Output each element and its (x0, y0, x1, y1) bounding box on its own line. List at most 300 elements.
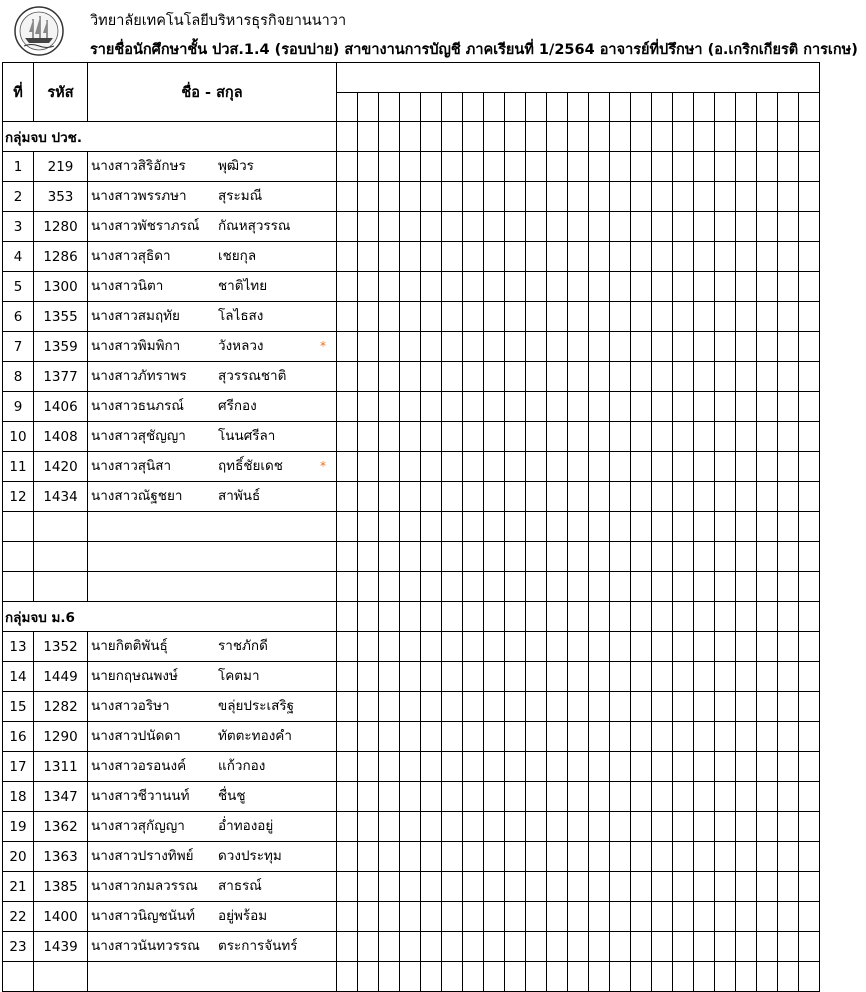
check-cell (736, 272, 757, 302)
check-cell (505, 722, 526, 752)
check-cell (442, 332, 463, 362)
group-label: กลุ่มจบ ปวช. (3, 122, 337, 152)
student-no: 19 (3, 812, 34, 842)
check-cell (757, 842, 778, 872)
student-name-cell (88, 812, 337, 842)
check-cell (673, 362, 694, 392)
check-cell (526, 962, 547, 992)
check-cell (421, 782, 442, 812)
check-cell (505, 272, 526, 302)
check-cell (694, 812, 715, 842)
student-no: 1 (3, 152, 34, 182)
check-cell (505, 662, 526, 692)
check-cell (715, 962, 736, 992)
check-cell (379, 182, 400, 212)
check-cell (778, 392, 799, 422)
check-cell (421, 572, 442, 602)
check-cell (673, 782, 694, 812)
student-id: 1286 (34, 242, 88, 272)
student-name-cell (88, 872, 337, 902)
check-cell (610, 392, 631, 422)
check-cell (484, 362, 505, 392)
check-cell (400, 482, 421, 512)
check-cell (337, 902, 358, 932)
student-first-name: นางสาวสุนิสา (91, 458, 172, 474)
check-cell (589, 302, 610, 332)
check-cell (715, 302, 736, 332)
check-cell (568, 122, 589, 152)
student-name (88, 212, 336, 241)
check-cell (673, 602, 694, 632)
check-cell (631, 542, 652, 572)
student-first-name: นางสาวณัฐชยา (91, 488, 183, 504)
student-no: 21 (3, 872, 34, 902)
check-cell (463, 422, 484, 452)
check-cell (337, 722, 358, 752)
check-cell (463, 632, 484, 662)
check-cell (631, 962, 652, 992)
check-cell (526, 212, 547, 242)
check-cell (757, 452, 778, 482)
check-cell (505, 902, 526, 932)
student-name (88, 752, 336, 781)
table-row (3, 812, 820, 842)
check-cell (652, 392, 673, 422)
check-cell (631, 902, 652, 932)
check-cell (421, 212, 442, 242)
check-cell (652, 152, 673, 182)
check-cell (358, 962, 379, 992)
check-cell (757, 692, 778, 722)
check-cell (736, 242, 757, 272)
check-cell (358, 722, 379, 752)
check-header-cell (463, 93, 484, 122)
check-cell (778, 302, 799, 332)
student-name-cell (88, 242, 337, 272)
student-no: 5 (3, 272, 34, 302)
student-first-name: นางสาวกมลวรรณ (91, 878, 198, 894)
check-cell (526, 632, 547, 662)
check-cell (589, 482, 610, 512)
check-cell (631, 812, 652, 842)
column-header-no: ที่ (3, 63, 34, 122)
check-cell (610, 422, 631, 452)
check-cell (526, 602, 547, 632)
check-cell (610, 722, 631, 752)
check-cell (463, 212, 484, 242)
check-cell (442, 182, 463, 212)
check-cell (337, 632, 358, 662)
student-first-name: นางสาวพิมพิกา (91, 338, 181, 354)
check-cell (631, 482, 652, 512)
student-last-name: ทัตตะทองคำ (218, 728, 292, 744)
check-cell (463, 182, 484, 212)
check-cell (400, 302, 421, 332)
check-cell (610, 152, 631, 182)
check-cell (358, 302, 379, 332)
check-cell (379, 422, 400, 452)
check-cell (547, 872, 568, 902)
check-cell (589, 722, 610, 752)
check-header-top (337, 63, 820, 93)
student-name-cell (88, 842, 337, 872)
check-cell (526, 812, 547, 842)
student-name (88, 902, 336, 931)
check-cell (421, 872, 442, 902)
student-first-name: นางสาวนันทวรรณ (91, 938, 200, 954)
check-cell (568, 722, 589, 752)
check-cell (694, 122, 715, 152)
check-cell (442, 692, 463, 722)
check-cell (715, 542, 736, 572)
student-last-name: สุวรรณชาติ (218, 368, 287, 384)
check-cell (799, 632, 820, 662)
check-cell (694, 302, 715, 332)
check-cell (673, 272, 694, 302)
check-cell (610, 542, 631, 572)
check-cell (526, 752, 547, 782)
check-cell (463, 662, 484, 692)
check-cell (568, 602, 589, 632)
check-cell (715, 812, 736, 842)
check-cell (694, 392, 715, 422)
student-name-cell (88, 182, 337, 212)
check-cell (652, 962, 673, 992)
check-cell (526, 932, 547, 962)
check-cell (442, 482, 463, 512)
check-cell (610, 572, 631, 602)
check-cell (379, 152, 400, 182)
check-cell (799, 242, 820, 272)
check-cell (505, 572, 526, 602)
check-cell (799, 722, 820, 752)
check-cell (736, 722, 757, 752)
student-first-name: นางสาวสุชัญญา (91, 428, 186, 444)
page-header (0, 0, 866, 62)
check-cell (358, 482, 379, 512)
check-cell (337, 782, 358, 812)
check-cell (484, 272, 505, 302)
check-cell (799, 152, 820, 182)
check-cell (421, 152, 442, 182)
check-cell (379, 752, 400, 782)
check-cell (379, 662, 400, 692)
student-no: 13 (3, 632, 34, 662)
check-cell (736, 332, 757, 362)
check-cell (673, 692, 694, 722)
student-id: 1282 (34, 692, 88, 722)
student-name (88, 422, 336, 451)
check-cell (400, 212, 421, 242)
student-id: 1363 (34, 842, 88, 872)
check-cell (358, 542, 379, 572)
check-cell (694, 782, 715, 812)
student-no: 12 (3, 482, 34, 512)
check-cell (736, 422, 757, 452)
check-cell (652, 272, 673, 302)
check-cell (736, 182, 757, 212)
check-cell (400, 722, 421, 752)
check-cell (505, 182, 526, 212)
group-row (3, 122, 820, 152)
check-cell (337, 692, 358, 722)
check-cell (757, 362, 778, 392)
check-header-cell (652, 93, 673, 122)
check-cell (400, 362, 421, 392)
check-cell (442, 152, 463, 182)
check-cell (337, 962, 358, 992)
check-cell (379, 932, 400, 962)
student-id: 219 (34, 152, 88, 182)
check-cell (421, 362, 442, 392)
check-cell (400, 272, 421, 302)
student-name (88, 812, 336, 841)
check-cell (568, 212, 589, 242)
table-row (3, 302, 820, 332)
check-cell (442, 512, 463, 542)
student-id: 1355 (34, 302, 88, 332)
check-cell (757, 752, 778, 782)
check-cell (484, 662, 505, 692)
check-cell (715, 872, 736, 902)
check-cell (484, 572, 505, 602)
check-cell (547, 362, 568, 392)
student-first-name: นางสาวธนภรณ์ (91, 398, 184, 414)
check-cell (421, 242, 442, 272)
student-last-name: ฤทธิ์ชัยเดช (218, 458, 283, 474)
check-cell (568, 632, 589, 662)
check-cell (484, 512, 505, 542)
check-cell (715, 692, 736, 722)
check-cell (547, 122, 568, 152)
check-cell (484, 632, 505, 662)
table-row (3, 452, 820, 482)
check-cell (547, 182, 568, 212)
check-cell (526, 722, 547, 752)
check-cell (589, 962, 610, 992)
check-cell (526, 392, 547, 422)
check-cell (652, 812, 673, 842)
check-cell (589, 332, 610, 362)
check-cell (694, 242, 715, 272)
check-cell (757, 662, 778, 692)
check-cell (799, 122, 820, 152)
check-cell (799, 182, 820, 212)
check-cell (547, 212, 568, 242)
check-cell (358, 242, 379, 272)
check-cell (799, 692, 820, 722)
check-cell (379, 872, 400, 902)
check-cell (337, 932, 358, 962)
check-cell (568, 182, 589, 212)
check-cell (547, 752, 568, 782)
check-cell (379, 692, 400, 722)
check-cell (715, 512, 736, 542)
check-cell (715, 662, 736, 692)
check-cell (778, 452, 799, 482)
check-cell (757, 392, 778, 422)
check-cell (736, 152, 757, 182)
check-cell (358, 692, 379, 722)
student-id: 1377 (34, 362, 88, 392)
check-cell (547, 242, 568, 272)
check-cell (442, 602, 463, 632)
check-cell (337, 122, 358, 152)
check-cell (547, 902, 568, 932)
student-first-name: นางสาวนิญชนันท์ (91, 908, 196, 924)
check-cell (505, 632, 526, 662)
check-cell (631, 512, 652, 542)
check-cell (505, 482, 526, 512)
check-cell (379, 272, 400, 302)
check-cell (673, 392, 694, 422)
student-roster-table (2, 62, 820, 992)
check-cell (337, 812, 358, 842)
check-cell (736, 692, 757, 722)
check-cell (694, 692, 715, 722)
check-cell (715, 422, 736, 452)
student-id: 1420 (34, 452, 88, 482)
check-cell (589, 572, 610, 602)
student-name (88, 152, 336, 181)
check-cell (799, 872, 820, 902)
check-cell (358, 932, 379, 962)
check-cell (610, 362, 631, 392)
table-row (3, 272, 820, 302)
check-cell (652, 692, 673, 722)
check-cell (736, 872, 757, 902)
check-cell (400, 662, 421, 692)
check-cell (736, 392, 757, 422)
check-cell (568, 422, 589, 452)
check-cell (463, 572, 484, 602)
check-cell (505, 362, 526, 392)
check-cell (568, 242, 589, 272)
check-cell (547, 962, 568, 992)
student-last-name: เชยกุล (218, 248, 257, 264)
check-cell (568, 482, 589, 512)
check-cell (652, 242, 673, 272)
blank-row (3, 962, 820, 992)
check-cell (757, 272, 778, 302)
check-cell (694, 152, 715, 182)
student-no: 4 (3, 242, 34, 272)
check-cell (736, 752, 757, 782)
check-cell (736, 302, 757, 332)
check-cell (757, 332, 778, 362)
check-cell (568, 932, 589, 962)
check-cell (463, 902, 484, 932)
check-cell (778, 842, 799, 872)
check-cell (652, 182, 673, 212)
student-last-name: สาพันธ์ (218, 488, 261, 504)
check-cell (589, 452, 610, 482)
check-cell (652, 602, 673, 632)
check-cell (757, 632, 778, 662)
check-cell (778, 602, 799, 632)
check-cell (799, 332, 820, 362)
check-cell (505, 962, 526, 992)
check-cell (631, 152, 652, 182)
blank-row (3, 572, 820, 602)
check-cell (568, 572, 589, 602)
check-cell (631, 272, 652, 302)
check-cell (799, 212, 820, 242)
check-cell (631, 722, 652, 752)
check-cell (442, 782, 463, 812)
check-cell (799, 542, 820, 572)
check-cell (547, 662, 568, 692)
blank-cell (88, 572, 337, 602)
check-header-cell (631, 93, 652, 122)
check-cell (631, 602, 652, 632)
table-row (3, 872, 820, 902)
check-cell (484, 332, 505, 362)
group-label: กลุ่มจบ ม.6 (3, 602, 337, 632)
student-no: 3 (3, 212, 34, 242)
check-cell (694, 752, 715, 782)
check-cell (631, 632, 652, 662)
check-cell (337, 332, 358, 362)
check-cell (673, 152, 694, 182)
check-cell (463, 272, 484, 302)
check-cell (652, 662, 673, 692)
blank-row (3, 512, 820, 542)
check-cell (778, 362, 799, 392)
check-cell (568, 392, 589, 422)
check-cell (757, 782, 778, 812)
check-cell (694, 482, 715, 512)
check-cell (379, 782, 400, 812)
check-cell (673, 662, 694, 692)
check-cell (799, 572, 820, 602)
check-cell (379, 512, 400, 542)
check-header-cell (757, 93, 778, 122)
check-cell (673, 812, 694, 842)
check-cell (484, 482, 505, 512)
check-cell (715, 452, 736, 482)
check-cell (463, 392, 484, 422)
check-cell (715, 242, 736, 272)
check-cell (442, 812, 463, 842)
student-last-name: ดวงประทุม (218, 848, 282, 864)
student-last-name: โนนศรีลา (218, 428, 276, 444)
student-no: 15 (3, 692, 34, 722)
check-cell (442, 932, 463, 962)
check-cell (631, 422, 652, 452)
check-cell (799, 302, 820, 332)
check-cell (778, 482, 799, 512)
check-cell (778, 752, 799, 782)
check-cell (505, 512, 526, 542)
check-cell (400, 122, 421, 152)
check-cell (631, 392, 652, 422)
check-cell (358, 512, 379, 542)
check-cell (694, 422, 715, 452)
student-id: 1385 (34, 872, 88, 902)
check-cell (505, 212, 526, 242)
check-cell (778, 332, 799, 362)
check-cell (652, 482, 673, 512)
table-row (3, 932, 820, 962)
student-first-name: นางสาวภัทราพร (91, 368, 187, 384)
check-cell (715, 182, 736, 212)
check-cell (463, 692, 484, 722)
check-cell (778, 152, 799, 182)
check-cell (673, 842, 694, 872)
student-first-name: นางสาวอรอนงค์ (91, 758, 187, 774)
check-cell (736, 212, 757, 242)
